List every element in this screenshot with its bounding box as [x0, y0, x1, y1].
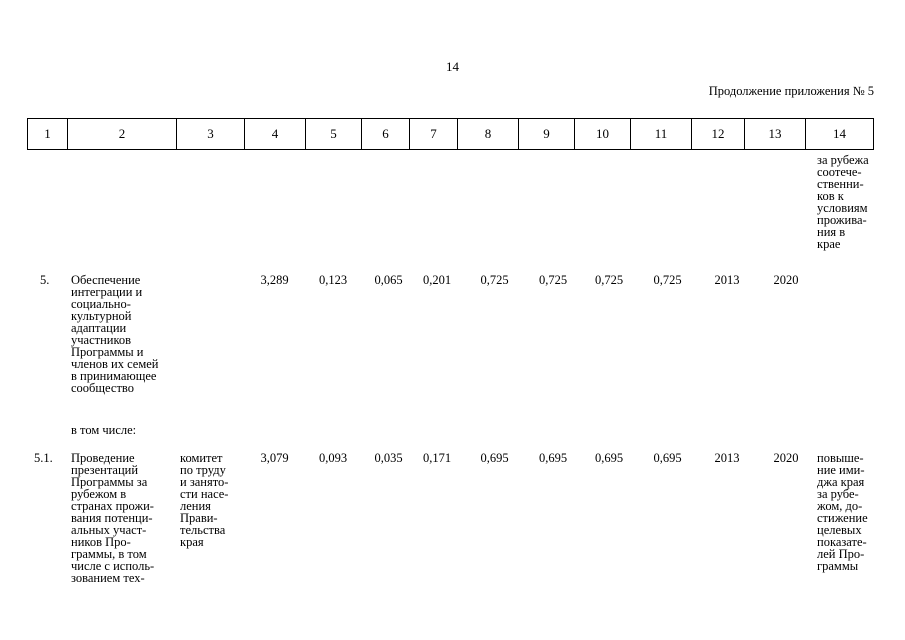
text-line: альных участ- [71, 523, 147, 537]
text-line: ния в [817, 225, 846, 239]
text-line: граммы, в том [71, 547, 147, 561]
text-line: джа края [817, 475, 865, 489]
text-line: прожива- [817, 213, 867, 227]
col-header: 4 [245, 119, 306, 150]
row-number: 5. [40, 273, 50, 287]
row-number: 5.1. [34, 451, 53, 465]
value-cell: 0,725 [538, 273, 568, 287]
text-line: Проведение [71, 451, 135, 465]
header-row-table [27, 118, 874, 150]
text-line: за рубе- [817, 487, 859, 501]
col-header: 2 [68, 119, 177, 150]
year-end: 2020 [773, 273, 799, 287]
text-line: Прави- [180, 511, 218, 525]
col-header: 11 [631, 119, 692, 150]
text-line: и занято- [180, 475, 229, 489]
col-header: 7 [410, 119, 458, 150]
text-line: Обеспечение [71, 273, 141, 287]
text-line: участников [71, 333, 132, 347]
text-line: показате- [817, 535, 867, 549]
text-line: странах прожи- [71, 499, 154, 513]
including-label: в том числе: [71, 423, 137, 437]
value-cell: 0,123 [318, 273, 348, 287]
text-line: жом, до- [817, 499, 863, 513]
value-cell: 0,725 [653, 273, 682, 287]
text-line: членов их семей [71, 357, 159, 371]
col-header: 1 [28, 119, 68, 150]
value-cell: 0,695 [480, 451, 509, 465]
text-line: крае [817, 237, 841, 251]
col-header: 3 [177, 119, 245, 150]
text-line: культурной [71, 309, 132, 323]
text-line: по труду [180, 463, 226, 477]
text-line: сообщество [71, 381, 134, 395]
col-header: 9 [519, 119, 575, 150]
text-line: граммы [817, 559, 859, 573]
text-line: повыше- [817, 451, 864, 465]
text-line: за рубежа [817, 153, 869, 167]
executor [180, 452, 228, 548]
value-cell: 0,725 [480, 273, 509, 287]
value-cell: 0,695 [653, 451, 682, 465]
text-line: в принимающее [71, 369, 157, 383]
value-cell: 0,725 [594, 273, 624, 287]
page-number: 14 [446, 59, 459, 74]
continuation-label: Продолжение приложения № 5 [708, 84, 874, 98]
text-line: Программы за [71, 475, 148, 489]
col-header: 10 [575, 119, 631, 150]
text-line: условиям [817, 201, 868, 215]
year-end: 2020 [773, 451, 799, 465]
text-line: ников Про- [71, 535, 131, 549]
text-line: сти насе- [180, 487, 229, 501]
text-line: стижение [817, 511, 868, 525]
value-cell: 0,093 [318, 451, 348, 465]
text-line: ственни- [817, 177, 864, 191]
text-line: презентаций [71, 463, 139, 477]
text-line: ления [180, 499, 211, 513]
col-header: 6 [362, 119, 410, 150]
value-cell: 0,695 [594, 451, 624, 465]
text-line: адаптации [71, 321, 127, 335]
value-cell: 3,079 [260, 451, 289, 465]
text-line: целевых [817, 523, 862, 537]
text-line: ние ими- [817, 463, 865, 477]
text-line: вания потенци- [71, 511, 153, 525]
year-start: 2013 [714, 451, 740, 465]
value-cell: 0,035 [374, 451, 403, 465]
text-line: рубежом в [71, 487, 127, 501]
carry-over-result [817, 154, 869, 250]
text-line: числе с исполь- [71, 559, 155, 573]
text-line: Программы и [71, 345, 144, 359]
value-cell: 0,065 [374, 273, 403, 287]
col-header: 13 [745, 119, 806, 150]
text-line: края [180, 535, 204, 549]
value-cell: 0,201 [422, 273, 452, 287]
value-cell: 0,695 [538, 451, 568, 465]
col-header: 8 [458, 119, 519, 150]
text-line: социально- [71, 297, 131, 311]
value-cell: 0,171 [422, 451, 452, 465]
value-cell: 3,289 [260, 273, 289, 287]
year-start: 2013 [714, 273, 740, 287]
text-line: интеграции и [71, 285, 143, 299]
text-line: соотече- [817, 165, 862, 179]
row-name [71, 274, 159, 394]
col-header: 14 [806, 119, 874, 150]
col-header: 5 [306, 119, 362, 150]
col-header: 12 [692, 119, 745, 150]
row-name [71, 452, 154, 584]
expected-result [817, 452, 868, 572]
text-line: комитет [180, 451, 223, 465]
text-line: тельства [180, 523, 226, 537]
text-line: зованием тех- [71, 571, 145, 585]
text-line: ков к [817, 189, 844, 203]
text-line: лей Про- [817, 547, 865, 561]
